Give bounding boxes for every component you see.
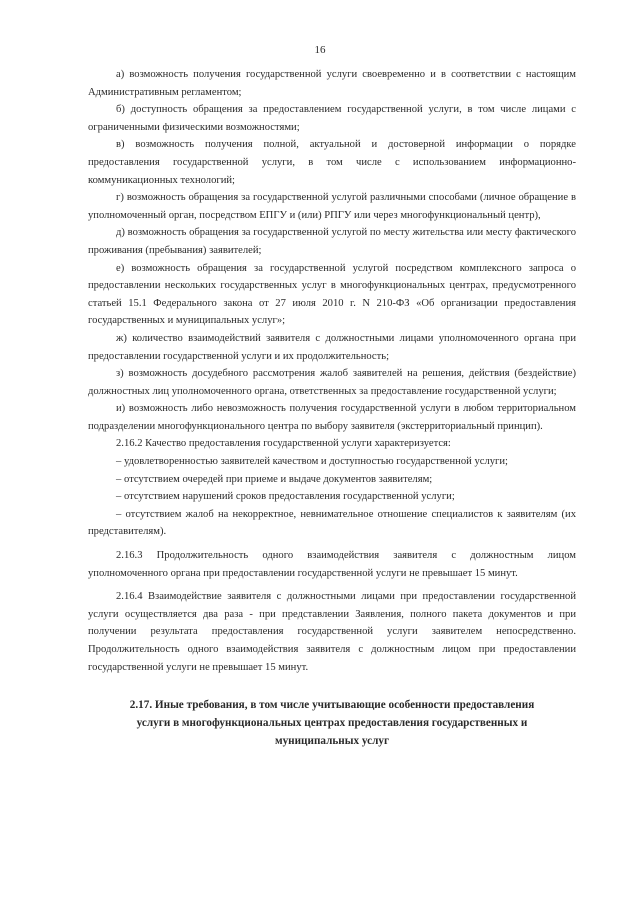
item-z: з) возможность досудебного рассмотрения жалоб заявителей на решения, действия (бездействие) должностных лиц уполномоченного органа, ответственных за предоставление государственной услуги;: [88, 368, 576, 397]
page-number: 16: [314, 44, 326, 56]
heading-line: муниципальных услуг: [274, 735, 390, 748]
item-b: б) доступность обращения за предоставлением государственной услуги, в том числе лицами с ограниченными физическими возможностями;: [88, 104, 576, 133]
document-body: [88, 66, 576, 750]
item-g: г) возможность обращения за государственной услугой различными способами (личное обращение в уполномоченный орган, посредством ЕПГУ и (или) РПГУ или через многофункциональный центр),: [88, 192, 576, 221]
section-2-16-3: 2.16.3 Продолжительность одного взаимодействия заявителя с должностным лицом уполномоченного органа при предоставлении государственной услуги не превышает 15 минут.: [88, 550, 576, 579]
item-d: д) возможность обращения за государственной услугой по месту жительства или месту фактического проживания (пребывания) заявителей;: [88, 227, 576, 256]
item-e: е) возможность обращения за государственной услугой посредством комплексного запроса о предоставлении нескольких государственных услуг в многофункциональных центрах, предусмотренного статьей 15.1 Федерального закона от 27 июля 2010 г. N 210-ФЗ «Об организации предоставления государственных и муниципальных услуг»;: [88, 262, 576, 327]
quality-criterion-no-delays: – отсутствием нарушений сроков предоставления государственной услуги;: [116, 491, 455, 503]
section-2-16-2: 2.16.2 Качество предоставления государственной услуги характеризуется:: [116, 438, 451, 450]
quality-criterion-no-queues: – отсутствием очередей при приеме и выдаче документов заявителям;: [116, 473, 433, 485]
item-v: в) возможность получения полной, актуальной и достоверной информации о порядке предоставления государственной услуги, в том числе с использованием информационно-коммуникационных технологий;: [88, 139, 576, 186]
quality-criterion-satisfaction: – удовлетворенностью заявителей качеством и доступностью государственной услуги;: [116, 456, 508, 468]
heading-line: 2.17. Иные требования, в том числе учитывающие особенности предоставления: [129, 699, 535, 712]
section-2-16-4: 2.16.4 Взаимодействие заявителя с должностными лицами при предоставлении государственной услуги осуществляется два раза - при представлении Заявления, полного пакета документов и при получении результата предоставления государственной услуги заявителем непосредственно. Продолжительность одного взаимодействия заявителя с должностным лицом при предоставлении государственной услуги не превышает 15 минут.: [88, 591, 576, 673]
heading-line: услуги в многофункциональных центрах предоставления государственных и: [136, 717, 528, 730]
item-zh: ж) количество взаимодействий заявителя с должностными лицами уполномоченного органа при предоставлении государственной услуги и их продолжительность;: [88, 332, 576, 362]
section-heading-2-17: [88, 696, 576, 750]
item-i: и) возможность либо невозможность получения государственной услуги в любом территориальном подразделении многофункционального центра по выбору заявителя (экстерриториальный принцип).: [88, 403, 576, 432]
item-a: а) возможность получения государственной услуги своевременно и в соответствии с настоящим Административным регламентом;: [88, 69, 576, 98]
quality-criterion-no-complaints: – отсутствием жалоб на некорректное, невнимательное отношение специалистов к заявителям (их представителям).: [88, 508, 576, 538]
